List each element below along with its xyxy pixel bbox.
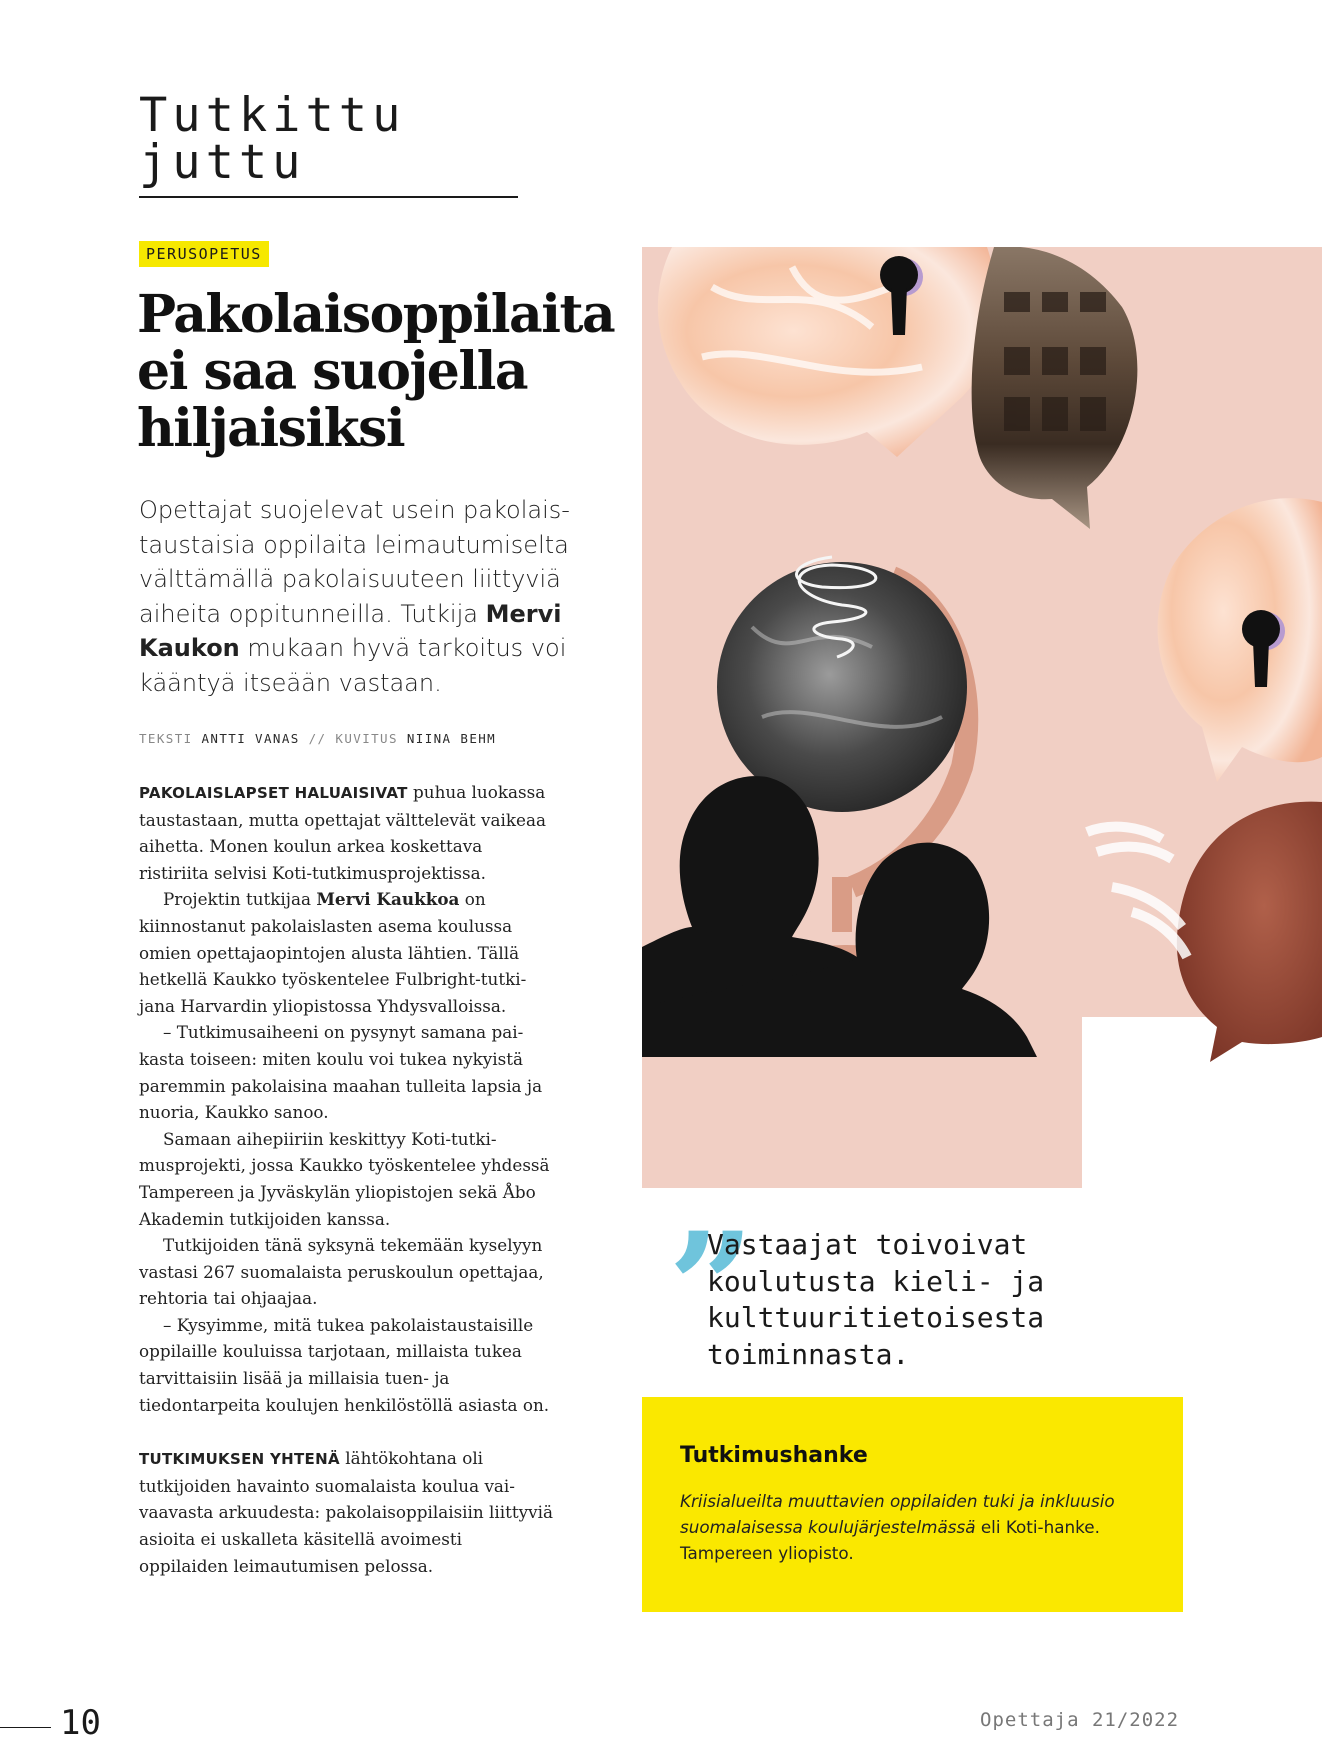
- quote-mark-icon: ”: [668, 1200, 741, 1376]
- paragraph-lead-in: PAKOLAISLAPSET HALUAISIVAT: [139, 784, 408, 802]
- info-box-text-rest: eli Koti-hanke. Tampereen yliopisto.: [680, 1517, 1100, 1563]
- paragraph-lead-in: TUTKIMUKSEN YHTENÄ: [139, 1450, 340, 1469]
- page-number: 10: [60, 1703, 101, 1743]
- body-paragraph: – Kysyimme, mitä tukea pakolaistaustaisille oppilaille kouluissa tarjotaan, millaista tukea tarvittaisiin lisää ja millaisia tuen- ja tiedontarpeita koulujen henkilöstöllä asiasta on.: [139, 1314, 550, 1415]
- project-name: Kriisialueilta muuttavien oppilaiden tuki ja inkluusio suomalaisessa koulujärjestelmässä: [680, 1491, 1115, 1537]
- paragraph-text: Projektin tutkijaa: [163, 889, 317, 910]
- body-paragraph: – Tutkimusaiheeni on pysynyt samana paikasta toiseen: miten koulu voi tukea nykyistä paremmin pakolaisina maahan tulleita lapsia ja nuoria, Kaukko sanoo.: [139, 1022, 543, 1123]
- lead-text: Opettajat suojelevat usein pakolaistaustaisia oppilaita leimautumiselta välttämällä pakolaisuuteen liittyviä aiheita oppitunneilla. Tutkija: [139, 496, 570, 628]
- researcher-name: Mervi Kaukkoa: [316, 889, 460, 910]
- article-body: [139, 779, 554, 1579]
- byline-text-label: TEKSTI: [139, 731, 193, 746]
- lead-text-end: mukaan hyvä tarkoitus voi kääntyä itseään vastaan.: [139, 634, 567, 697]
- info-box: [642, 1397, 1183, 1612]
- body-paragraph: [139, 779, 554, 886]
- article-headline: Pakolaisoppilaita ei saa suojella hiljaisiksi: [137, 284, 615, 459]
- byline: [139, 731, 599, 746]
- article-lead: [139, 493, 589, 700]
- category-tag: PERUSOPETUS: [139, 241, 269, 267]
- body-paragraph: [139, 1445, 554, 1579]
- section-title: Tutkittu juttu: [139, 92, 518, 198]
- info-box-text: [680, 1488, 1145, 1566]
- byline-author: ANTTI VANAS: [201, 731, 300, 746]
- body-paragraph: Samaan aihepiiriin keskittyy Koti-tutkimusprojekti, jossa Kaukko työskentelee yhdessä Tampereen ja Jyväskylän yliopistojen sekä Åbo Akademin tutkijoiden kanssa.: [139, 1128, 550, 1229]
- pull-quote: Vastaajat toivoivat koulutusta kieli- ja kulttuuritietoisesta toiminnasta.: [707, 1228, 1045, 1371]
- body-paragraph: [139, 886, 554, 1019]
- folio-rule: [0, 1727, 51, 1728]
- paragraph-text: puhua luokassa taustastaan, mutta opettajat välttelevät vaikeaa aihetta. Monen koulun arkea koskettava ristiriita selvisi Koti-tutkimusprojektissa.: [139, 782, 546, 883]
- paragraph-text: lähtökohtana oli tutkijoiden havainto suomalaista koulua vaivaavasta arkuudesta: pakolaisoppilaisiin liittyviä asioita ei uskalleta käsitellä avoimesti oppilaiden leimautumisen pelossa.: [139, 1448, 553, 1576]
- body-paragraph: Tutkijoiden tänä syksynä tekemään kyselyyn vastasi 267 suomalaista peruskoulun opettajaa, rehtoria tai ohjaajaa.: [139, 1235, 544, 1309]
- article-illustration: [642, 247, 1322, 1188]
- info-box-title: Tutkimushanke: [680, 1443, 868, 1468]
- paragraph-text: on kiinnostanut pakolaislasten asema koulussa omien opettajaopintojen alusta lähtien. Tällä hetkellä Kaukko työskentelee Fulbright-tutkijana Harvardin yliopistossa Yhdysvalloissa.: [139, 889, 527, 1016]
- lead-researcher-name: Mervi Kaukon: [139, 599, 562, 662]
- byline-separator: //: [308, 731, 327, 746]
- byline-illustrator: NIINA BEHM: [406, 731, 497, 746]
- byline-illustration-label: KUVITUS: [335, 731, 398, 746]
- issue-label: Opettaja 21/2022: [980, 1709, 1180, 1731]
